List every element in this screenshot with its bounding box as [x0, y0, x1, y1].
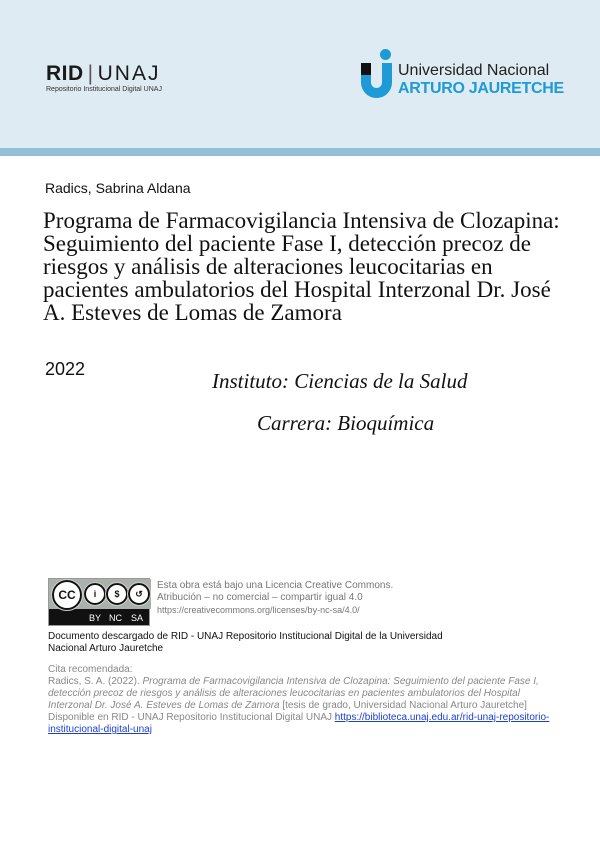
citation-suffix: [tesis de grado, Universidad Nacional Arturo Jauretche] Disponible en RID - UNAJ Repositorio Institucional Digital UNAJ [48, 700, 527, 723]
university-name-line2: ARTURO JAURETCHE [398, 80, 564, 97]
noncommercial-icon: $ [106, 583, 128, 605]
unaj-logo-text: UNAJ [97, 62, 161, 85]
attribution-icon: i [84, 583, 106, 605]
citation-prefix: Radics, S. A. (2022). [48, 676, 143, 687]
author: Radics, Sabrina Aldana [45, 180, 191, 196]
rid-logo-subtitle: Repositorio Institucional Digital UNAJ [46, 86, 162, 93]
badge-sa: SA [131, 613, 144, 623]
carrera: Carrera: Bioquímica [257, 411, 435, 435]
cc-license-badge[interactable] [48, 578, 150, 626]
logo-dot-icon [380, 49, 391, 60]
instituto: Instituto: Ciencias de la Salud [212, 369, 468, 393]
license-line2: Atribución – no comercial – compartir igual 4.0 [157, 592, 363, 603]
citation-label: Cita recomendada: [48, 664, 133, 675]
license-url[interactable]: https://creativecommons.org/licenses/by-nc-sa/4.0/ [157, 605, 360, 615]
citation-title: Programa de Farmacovigilancia Intensiva de Clozapina: Seguimiento del paciente Fase I, detección precoz de riesgos y análisis de alteraciones leucocitarias en pacientes ambulatorios del Hospital Interzonal Dr. José A. Esteves de Lomas de Zamora [48, 676, 539, 711]
license-line1: Esta obra está bajo una Licencia Creative Commons. [157, 580, 394, 591]
license-text [157, 580, 393, 616]
download-note: Documento descargado de RID - UNAJ Repositorio Institucional Digital de la Universidad Nacional Arturo Jauretche [48, 631, 443, 654]
badge-nc: NC [109, 613, 122, 623]
rid-logo-text: RID [46, 62, 84, 85]
year: 2022 [45, 359, 86, 379]
rid-unaj-logo: RID | UNAJ Repositorio Institucional Digital UNAJ [46, 62, 162, 93]
repository-link[interactable]: https://biblioteca.unaj.edu.ar/rid-unaj-repositorio-institucional-digital-unaj [48, 712, 550, 735]
citation [48, 664, 558, 736]
cc-icon: CC [52, 580, 82, 610]
university-name-line1: Universidad Nacional [398, 62, 550, 79]
sharealike-icon: ↺ [128, 583, 150, 605]
university-logo [360, 49, 570, 99]
header-divider [0, 148, 600, 156]
logo-square-icon [361, 63, 371, 75]
badge-by: BY [89, 613, 102, 623]
document-title: Programa de Farmacovigilancia Intensiva de Clozapina: Seguimiento del paciente Fase I, detección precoz de riesgos y análisis de alteraciones leucocitarias en pacientes ambulatorios del Hospital Interzonal Dr. José A. Esteves de Lomas de Zamora [43, 208, 560, 325]
header-banner [0, 0, 600, 148]
